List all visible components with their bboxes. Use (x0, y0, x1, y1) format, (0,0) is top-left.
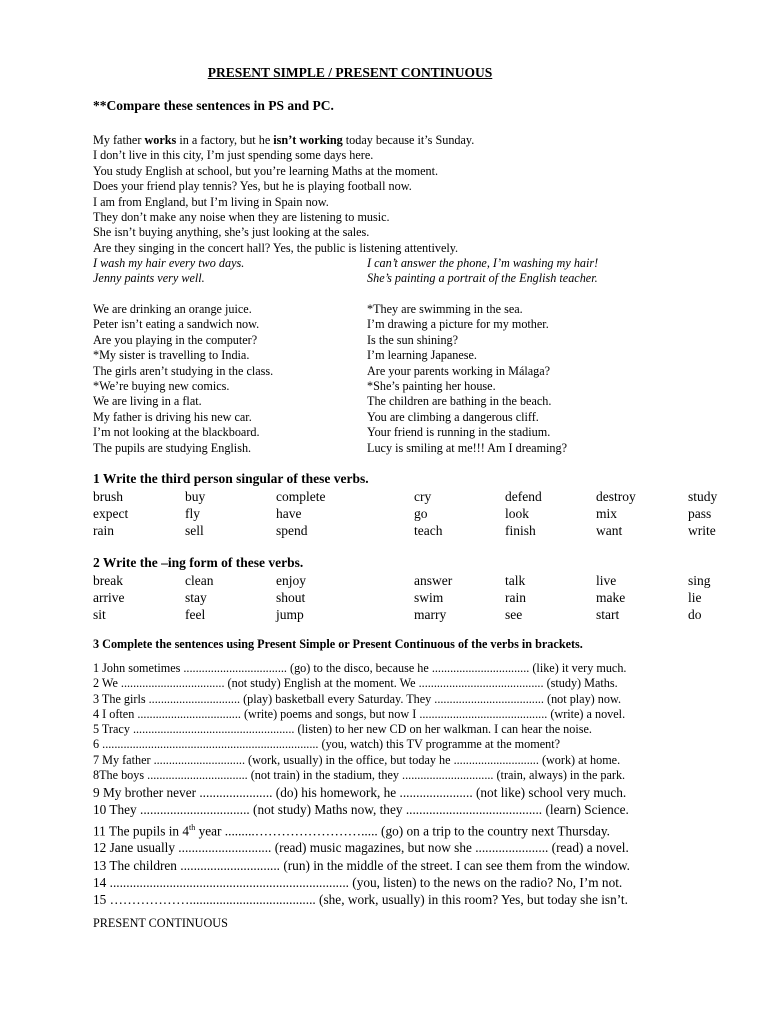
pc-example-right: The children are bathing in the beach. (367, 394, 552, 409)
pc-example-row (93, 363, 551, 379)
sentence-text: 11 The pupils in 4 (93, 823, 190, 839)
verb-cell: buy (185, 489, 206, 504)
verb-cell: rain (505, 590, 526, 605)
pc-example-row (93, 394, 552, 409)
verb-cell: arrive (93, 590, 125, 605)
compare-sentence: I am from England, but I’m living in Spain now. (93, 194, 329, 209)
verb-cell: want (596, 523, 623, 538)
sentence-text: in a factory, but he (176, 133, 274, 147)
exercise3-sentences-part1 (93, 661, 626, 783)
verb-cell: cry (414, 489, 432, 504)
verb-cell: jump (276, 607, 304, 622)
exercise-sentence: 13 The children .............................. (run) in the middle of the street. I can see them from the window. (93, 857, 630, 873)
pc-example-row (93, 409, 539, 425)
exercise-sentence: 6 ....................................................................... (you, watch) this TV programme at the moment? (93, 737, 561, 752)
exercise-sentence: 14 ........................................................................ (you, listen) to the news on the radio? No, I’m not. (93, 874, 623, 890)
exercise-sentence: 10 They ................................. (not study) Maths now, they ......................................... (learn) Science. (93, 802, 629, 818)
pc-example-left: The pupils are studying English. (93, 440, 252, 455)
verb-cell: start (596, 607, 620, 622)
pc-example-right: Lucy is smiling at me!!! Am I dreaming? (367, 440, 568, 455)
exercise-sentence: 8The boys ................................. (not train) in the stadium, they .............................. (train, always) in the park. (93, 768, 626, 783)
highlighted-verb: works (144, 133, 177, 147)
verb-cell: enjoy (276, 573, 306, 588)
sentence-text: today because it’s Sunday. (342, 133, 475, 147)
verb-cell: spend (276, 523, 308, 538)
verb-cell: mix (596, 506, 618, 521)
page-title: PRESENT SIMPLE / PRESENT CONTINUOUS (207, 65, 493, 80)
verb-cell: fly (185, 506, 200, 521)
sentence-text: My father (93, 133, 145, 147)
verb-cell: make (596, 590, 626, 605)
verb-cell: break (93, 573, 123, 588)
verb-cell: look (505, 506, 530, 521)
section-footer-title: PRESENT CONTINUOUS (93, 916, 228, 930)
exercise2-heading: 2 Write the –ing form of these verbs. (93, 555, 304, 570)
compare-heading: **Compare these sentences in PS and PC. (93, 98, 334, 113)
verb-cell: go (414, 506, 428, 521)
verb-cell: rain (93, 523, 114, 538)
pc-example-left: We are drinking an orange juice. (93, 302, 252, 316)
pc-example-row (93, 332, 459, 348)
pc-example-right: *She’s painting her house. (367, 378, 496, 393)
exercise1-heading: 1 Write the third person singular of these verbs. (93, 471, 369, 486)
pc-example-right: You are climbing a dangerous cliff. (367, 409, 539, 424)
verb-cell: study (688, 489, 718, 504)
pc-example-row (93, 317, 549, 332)
exercise-sentence: 12 Jane usually ............................ (read) music magazines, but now she ...................... (read) a novel. (93, 840, 629, 856)
exercise-sentence: 4 I often .................................. (write) poems and songs, but now I .......................................... (write) a novel. (93, 706, 626, 721)
pc-example-row (93, 378, 496, 394)
verb-cell: swim (414, 590, 444, 605)
verb-cell: lie (688, 590, 702, 605)
verb-cell: answer (414, 573, 453, 588)
exercise-sentence: 5 Tracy ..................................................... (listen) to her new CD on her walkman. I can hear the noise. (93, 722, 592, 737)
exercise3-heading: 3 Complete the sentences using Present Simple or Present Continuous of the verbs in brackets. (93, 637, 583, 651)
pc-example-right: Are your parents working in Málaga? (367, 363, 551, 378)
verb-cell: shout (276, 590, 306, 605)
sentence-text: year .........……………………..... (go) on a trip to the country next Thursday. (195, 823, 610, 839)
present-simple-example: Jenny paints very well. (93, 271, 205, 286)
pc-example-left: *My sister is travelling to India. (93, 348, 250, 363)
pc-example-left: I’m not looking at the blackboard. (93, 425, 260, 440)
compare-sentence: I don’t live in this city, I’m just spending some days here. (93, 148, 374, 163)
verb-cell: marry (414, 607, 447, 622)
pc-example-right: I’m drawing a picture for my mother. (367, 317, 549, 332)
verb-cell: have (276, 506, 302, 521)
verb-cell: pass (688, 506, 712, 521)
compare-sentence: She isn’t buying anything, she’s just looking at the sales. (93, 225, 370, 240)
compare-sentence: Does your friend play tennis? Yes, but he is playing football now. (93, 179, 412, 194)
exercise-sentence: 7 My father .............................. (work, usually) in the office, but today he ............................ (work) at home. (93, 752, 621, 767)
compare-sentence: They don’t make any noise when they are listening to music. (93, 210, 390, 225)
exercise-sentence: 1 John sometimes .................................. (go) to the disco, because he ................................ (like) it very much. (93, 661, 627, 675)
present-continuous-example: I can’t answer the phone, I’m washing my hair! (367, 256, 599, 270)
verb-cell: complete (276, 489, 326, 504)
pc-example-left: *We’re buying new comics. (93, 378, 230, 393)
italic-pair-row (93, 256, 599, 271)
verb-cell: defend (505, 489, 542, 504)
pc-examples (93, 302, 568, 456)
pc-example-row (93, 425, 551, 440)
verb-cell: stay (185, 590, 207, 605)
pc-example-left: Are you playing in the computer? (93, 332, 258, 347)
exercise3-sentences-part2 (93, 784, 630, 909)
pc-example-row (93, 302, 523, 317)
pc-example-left: Peter isn’t eating a sandwich now. (93, 317, 260, 332)
italic-pairs (93, 256, 599, 287)
verb-cell: talk (505, 573, 526, 588)
compare-sentences (93, 133, 474, 256)
pc-example-left: We are living in a flat. (93, 394, 202, 409)
pc-example-row (93, 440, 568, 456)
verb-cell: do (688, 607, 702, 622)
verb-cell: see (505, 607, 523, 622)
exercise-sentence: 15 ………………...................................... (she, work, usually) in this room? Yes, but today she isn’t. (93, 892, 628, 908)
verb-cell: expect (93, 506, 129, 521)
verb-cell: destroy (596, 489, 636, 504)
verb-cell: live (596, 573, 617, 588)
verb-cell: sell (185, 523, 204, 538)
present-simple-example: I wash my hair every two days. (93, 256, 245, 270)
verb-cell: finish (505, 523, 536, 538)
pc-example-left: My father is driving his new car. (93, 409, 252, 424)
verb-cell: sit (93, 607, 106, 622)
verb-cell: brush (93, 489, 123, 504)
verb-cell: sing (688, 573, 711, 588)
pc-example-right: Is the sun shining? (367, 332, 459, 347)
exercise-sentence: 3 The girls .............................. (play) basketball every Saturday. They .................................... (not play) now. (93, 691, 622, 706)
pc-example-right: Your friend is running in the stadium. (367, 425, 551, 440)
verb-cell: clean (185, 573, 214, 588)
italic-pair-row (93, 271, 598, 286)
present-continuous-example: She’s painting a portrait of the English teacher. (367, 271, 598, 286)
highlighted-verb: isn’t working (273, 133, 343, 147)
exercise-sentence (93, 819, 630, 840)
compare-sentence: You study English at school, but you’re learning Maths at the moment. (93, 163, 439, 178)
pc-example-left: The girls aren’t studying in the class. (93, 363, 274, 378)
pc-example-right: *They are swimming in the sea. (367, 302, 523, 316)
verb-cell: write (688, 523, 716, 538)
exercise-sentence: 2 We .................................. (not study) English at the moment. We ......................................... (study) Maths. (93, 676, 618, 691)
compare-sentence (93, 133, 474, 148)
pc-example-row (93, 348, 477, 363)
compare-sentence: Are they singing in the concert hall? Yes, the public is listening attentively. (93, 240, 459, 255)
exercise-sentence: 9 My brother never ...................... (do) his homework, he ...................... (not like) school very much. (93, 785, 627, 800)
pc-example-right: I’m learning Japanese. (367, 348, 477, 363)
verb-cell: feel (185, 607, 206, 622)
ordinal-suffix: th (189, 822, 196, 832)
verb-cell: teach (414, 523, 443, 538)
